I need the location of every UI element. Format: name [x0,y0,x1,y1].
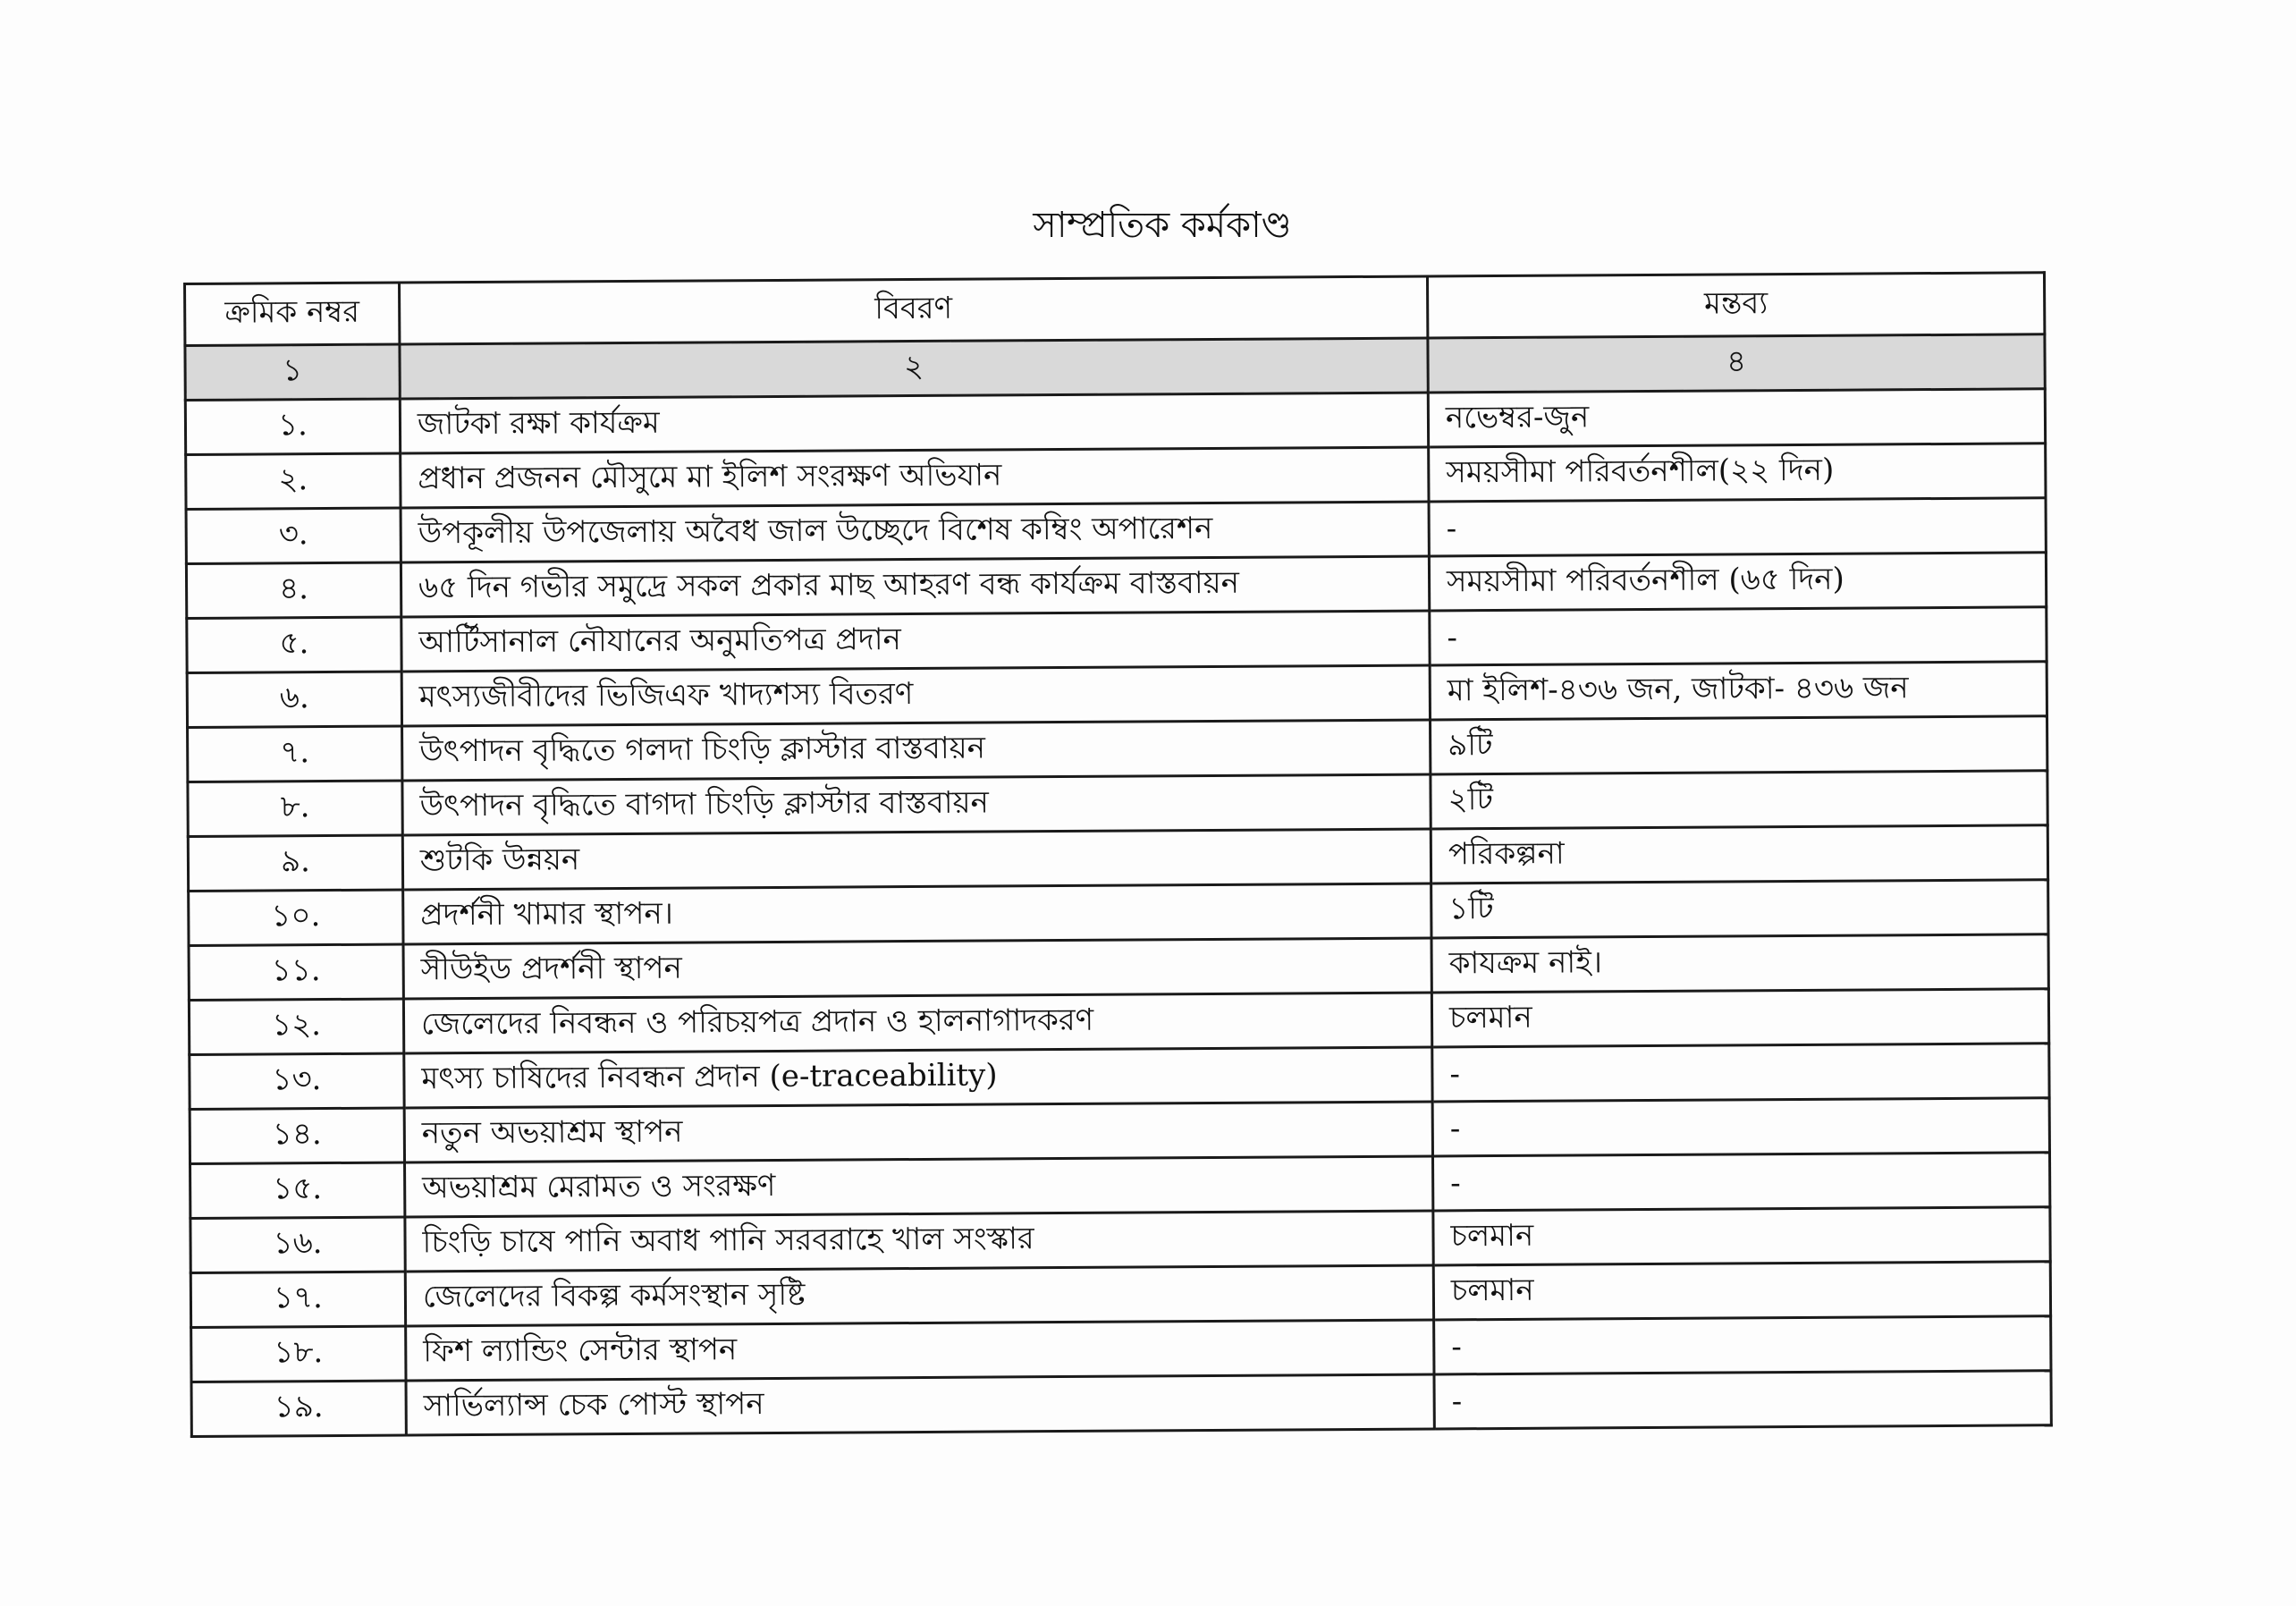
row-serial: ১০. [189,890,403,945]
row-description: উৎপাদন বৃদ্ধিতে বাগদা চিংড়ি ক্লাস্টার বাস্তবায়ন [402,774,1431,835]
column-index-1: ১ [185,344,400,400]
row-remark: ২টি [1431,771,2047,829]
table-body [185,389,2051,1437]
row-serial: ১৬. [190,1217,405,1272]
row-serial: ১৫. [190,1162,405,1218]
row-remark: - [1434,1316,2051,1374]
header-row [185,273,2045,346]
row-serial: ৫. [187,617,401,672]
row-serial: ৮. [188,781,402,836]
row-remark: - [1429,498,2046,556]
row-serial: ৯. [188,835,402,891]
row-remark: নভেম্বর-জুন [1428,389,2045,447]
header-serial: ক্রমিক নম্বর [185,283,400,345]
row-description: প্রধান প্রজনন মৌসুমে মা ইলিশ সংরক্ষণ অভিযান [401,447,1429,508]
row-description: অভয়াশ্রম মেরামত ও সংরক্ষণ [405,1156,1433,1217]
row-description: উৎপাদন বৃদ্ধিতে গলদা চিংড়ি ক্লাস্টার বাস্তবায়ন [402,720,1431,781]
row-remark: চলমান [1433,1262,2050,1320]
row-serial: ৭. [188,726,402,782]
row-serial: ১৩. [190,1053,404,1109]
row-remark: সময়সীমা পরিবর্তনশীল (৬৫ দিন) [1429,553,2046,611]
row-remark: - [1434,1371,2051,1429]
column-index-2: ২ [400,338,1428,399]
row-serial: ১৯. [191,1381,406,1436]
row-description: সীউইড প্রদর্শনী স্থাপন [403,938,1431,999]
row-serial: ২. [186,453,401,509]
row-remark: চলমান [1433,1207,2050,1265]
table-row [191,1371,2051,1437]
row-description: জেলেদের নিবন্ধন ও পরিচয়পত্র প্রদান ও হালনাগাদকরণ [403,993,1431,1053]
activities-table [183,271,2053,1438]
row-description: সার্ভিল্যান্স চেক পোস্ট স্থাপন [406,1374,1434,1435]
row-description: উপকূলীয় উপজেলায় অবৈধ জাল উচ্ছেদে বিশেষ কম্বিং অপারেশন [401,502,1429,562]
row-description: চিংড়ি চাষে পানি অবাধ পানি সরবরাহে খাল সংস্কার [405,1211,1433,1272]
row-serial: ১৮. [191,1326,406,1382]
row-description: জেলেদের বিকল্প কর্মসংস্থান সৃষ্টি [405,1265,1433,1326]
row-serial: ১৭. [190,1272,405,1327]
document-title: সাম্প্রতিক কর্মকাণ্ড [1033,205,1292,246]
row-remark: সময়সীমা পরিবর্তনশীল(২২ দিন) [1429,444,2046,502]
row-serial: ৬. [187,672,401,727]
row-serial: ১৪. [190,1108,404,1163]
header-description: বিবরণ [400,276,1428,344]
column-index-3: ৪ [1428,334,2045,393]
row-serial: ৪. [186,562,401,618]
row-serial: ১১. [189,944,403,1000]
row-description: মৎস্যজীবীদের ভিজিএফ খাদ্যশস্য বিতরণ [401,665,1430,726]
row-description: জাটকা রক্ষা কার্যক্রম [400,393,1428,453]
row-remark: - [1432,1098,2049,1156]
row-serial: ৩. [186,508,401,563]
row-description: আর্টিসানাল নৌযানের অনুমতিপত্র প্রদান [401,611,1430,672]
row-description: নতুন অভয়াশ্রম স্থাপন [404,1102,1432,1162]
row-remark: চলমান [1431,989,2048,1047]
row-remark: ৯টি [1431,716,2047,774]
row-serial: ১. [185,399,400,454]
row-remark: কাযক্রম নাই। [1431,934,2048,993]
row-description: প্রদর্শনী খামার স্থাপন। [403,883,1431,944]
row-serial: ১২. [189,999,403,1054]
row-remark: - [1432,1044,2049,1102]
row-remark: - [1430,607,2047,665]
row-description: মৎস্য চাষিদের নিবন্ধন প্রদান (e-traceability) [404,1047,1432,1108]
row-description: ফিশ ল্যান্ডিং সেন্টার স্থাপন [406,1320,1434,1381]
row-remark: মা ইলিশ-৪৩৬ জন, জাটকা- ৪৩৬ জন [1430,662,2047,720]
row-remark: - [1432,1153,2049,1211]
row-remark: পরিকল্পনা [1431,825,2047,883]
row-description: ৬৫ দিন গভীর সমুদ্রে সকল প্রকার মাছ আহরণ বন্ধ কার্যক্রম বাস্তবায়ন [401,556,1429,617]
row-remark: ১টি [1431,880,2048,938]
header-remark: মন্তব্য [1427,273,2044,338]
row-description: শুটকি উন্নয়ন [402,829,1431,890]
